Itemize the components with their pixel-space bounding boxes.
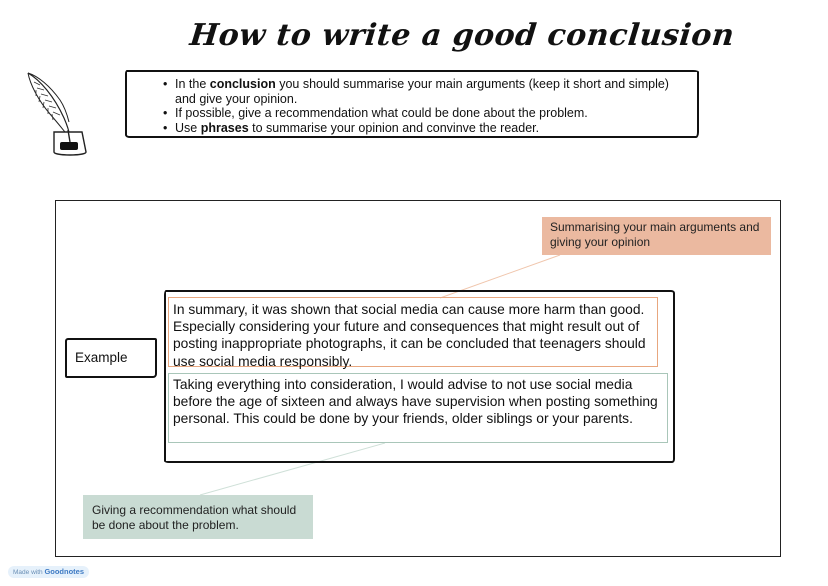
tips-list: [157, 77, 689, 135]
tips-box: [125, 70, 699, 138]
example-summary-paragraph: In summary, it was shown that social media can cause more harm than good. Especially considering your future and consequences that might result out of posting inappropriate photographs, it can be concluded that teenagers should use social media responsibly.: [168, 297, 658, 367]
goodnotes-brand: Goodnotes: [44, 567, 85, 576]
tip-item: • In the conclusion you should summarise your main arguments (keep it short and simple) and give your opinion.: [163, 77, 689, 106]
example-recommendation-paragraph: Taking everything into consideration, I would advise to not use social media before the age of sixteen and always have supervision when posting something personal. This could be done by your friends, older siblings or your parents.: [168, 373, 668, 443]
opinion-annotation-label: Summarising your main arguments and giving your opinion: [542, 217, 771, 255]
quill-inkwell-icon: [24, 70, 90, 160]
page-title: How to write a good conclusion: [188, 18, 737, 53]
recommendation-annotation-label: Giving a recommendation what should be done about the problem.: [83, 495, 313, 539]
tip-item: • Use phrases to summarise your opinion and convinve the reader.: [163, 121, 689, 136]
goodnotes-badge[interactable]: [8, 566, 89, 578]
example-label: Example: [65, 338, 157, 378]
tip-item: • If possible, give a recommendation what could be done about the problem.: [163, 106, 689, 121]
made-with-text: Made with: [13, 569, 43, 576]
